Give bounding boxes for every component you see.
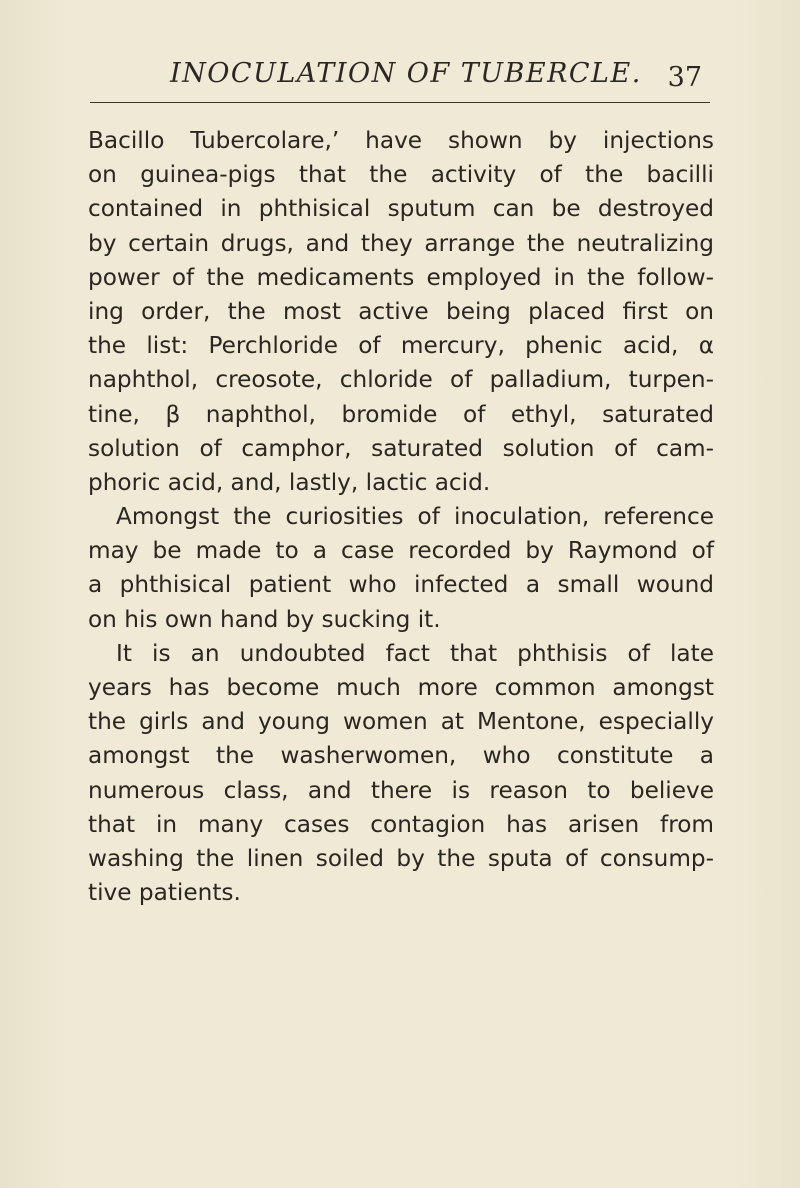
text-line: tine, β naphthol, bromide of ethyl, saturated [88,400,714,428]
text-line: naphthol, creosote, chloride of palladium, turpen- [88,366,714,394]
text-line: years has become much more common amongst [88,674,714,701]
text-line: may be made to a case recorded by Raymond of [88,537,714,565]
text-line: a phthisical patient who infected a small wound [88,571,714,599]
text-line: Amongst the curiosities of inoculation, reference [116,503,714,531]
page-header [90,58,710,102]
text-line: contained in phthisical sputum can be destroyed [88,195,714,223]
text-line: ing order, the most active being placed first on [88,297,714,325]
text-line: by certain drugs, and they arrange the neutralizing [88,229,714,257]
text-line: that in many cases contagion has arisen from [88,810,714,838]
running-title: INOCULATION OF TUBERCLE. [170,58,642,89]
body-text [88,124,714,910]
text-line: It is an undoubted fact that phthisis of late [116,639,714,667]
text-line: on guinea-pigs that the activity of the bacilli [88,161,714,189]
text-line: washing the linen soiled by the sputa of consump- [88,844,714,872]
text-line: power of the medicaments employed in the follow- [88,263,714,291]
text-line: the list: Perchloride of mercury, phenic acid, α [88,332,714,360]
text-line: amongst the washerwomen, who constitute a [88,742,714,770]
page-number: 37 [667,62,702,93]
text-line: Bacillo Tubercolare,’ have shown by injections [88,127,714,154]
paragraph-2 [88,500,714,637]
text-line: the girls and young women at Mentone, especially [88,708,714,736]
text-line: numerous class, and there is reason to believe [88,776,714,804]
text-line: on his own hand by sucking it. [88,605,441,633]
text-line: phoric acid, and, lastly, lactic acid. [88,468,491,496]
text-line: tive patients. [88,879,241,907]
text-line: solution of camphor, saturated solution of cam- [88,434,714,462]
paragraph-3 [88,637,714,911]
header-rule [90,102,710,103]
paragraph-1 [88,124,714,500]
